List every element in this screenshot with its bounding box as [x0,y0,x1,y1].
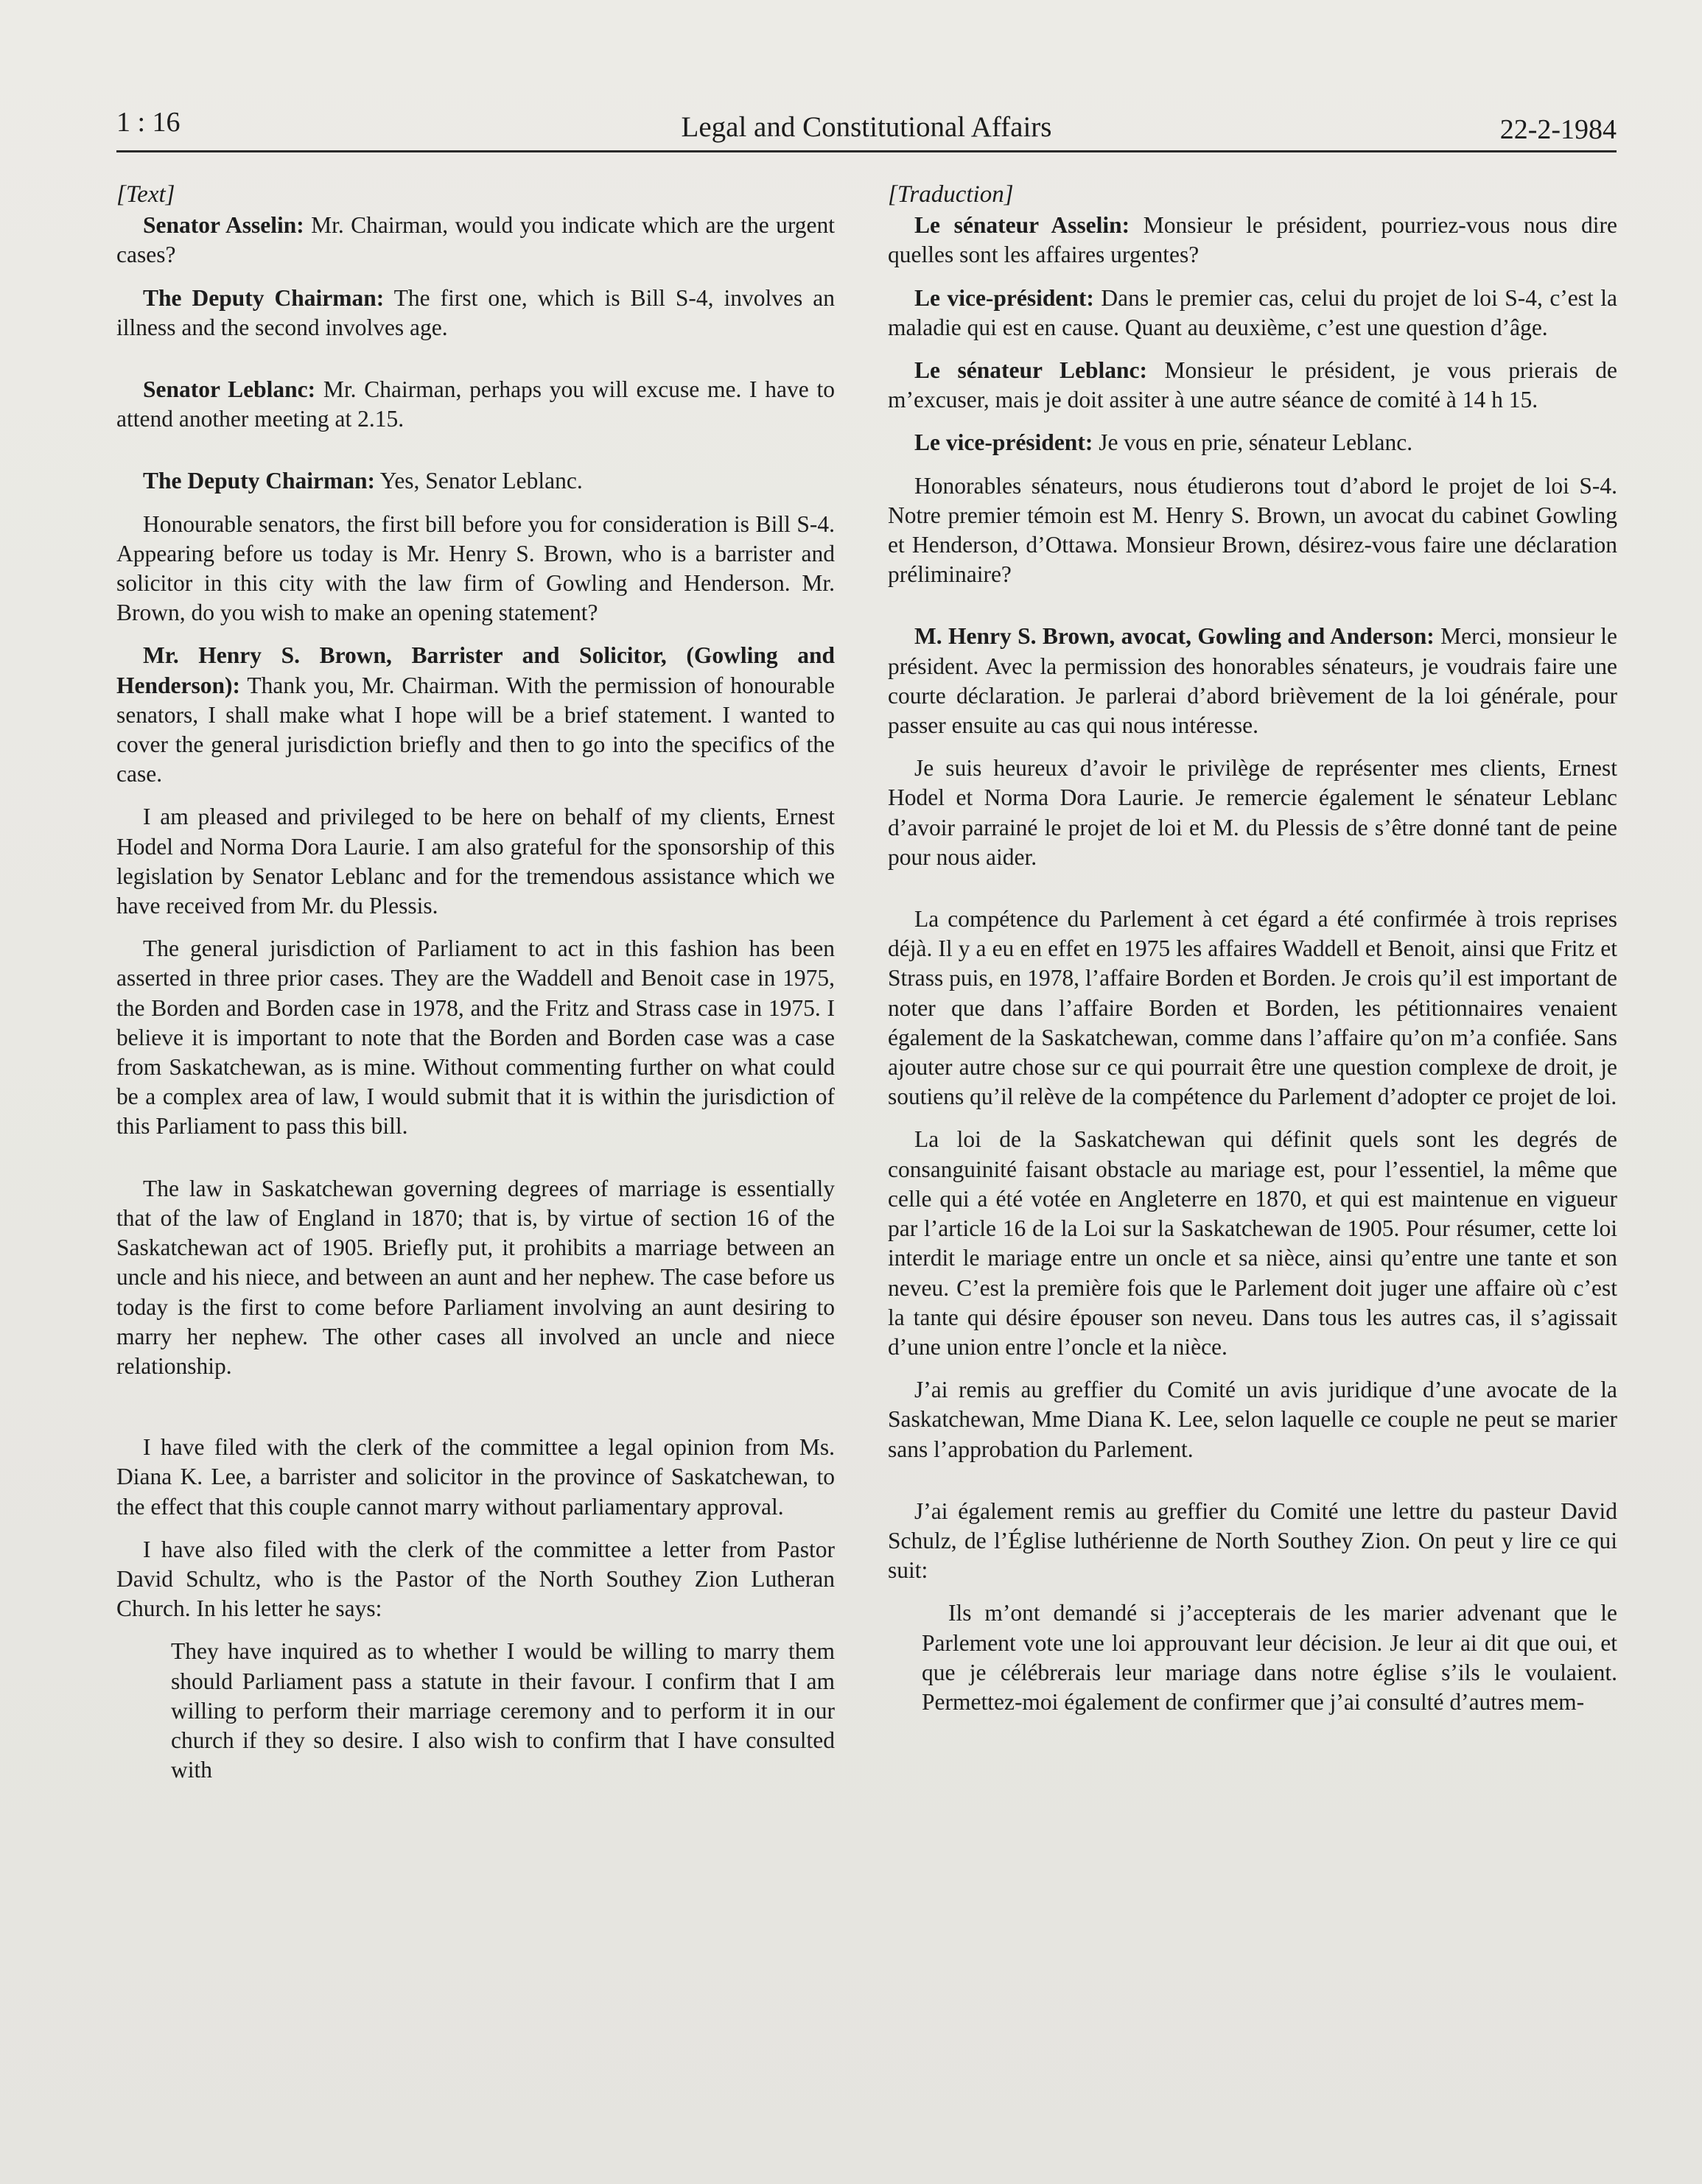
page-header [116,103,1617,152]
speech-text: La loi de la Saskatchewan qui définit quels sont les degrés de consanguinité faisant obstacle au mariage est, pour l’essentiel, la même que celle qui a été votée en Angleterre en 1870, et qui est maintenue en vigueur par l’article 16 de la Loi sur la Saskatchewan de 1905. Pour résumer, cette loi interdit le mariage entre un oncle et sa nièce, ainsi qu’entre une tante et son neveu. C’est la première fois que le Parlement doit juger une affaire où c’est la tante qui désire épouser son neveu. Dans tous les autres cas, il s’agissait d’une union entre l’oncle et la nièce. [888,1126,1617,1360]
paragraph [116,641,835,789]
speech-text: I have also filed with the clerk of the committee a letter from Pastor David Schultz, who is the Pastor of the North Southey Zion Lutheran Church. In his letter he says: [116,1536,835,1622]
speaker-name: Senator Asselin: [143,212,304,239]
paragraph [116,284,835,343]
speech-text: Mr. Chairman, perhaps you will excuse me. I have to attend another meeting at 2.15. [116,376,835,432]
speech-text: Dans le premier cas, celui du projet de loi S-4, c’est la maladie qui est en cause. Quant au deuxième, c’est une question d’âge. [888,284,1617,340]
speaker-name: Mr. Henry S. Brown, Barrister and Solicitor, (Gowling and Henderson): [116,642,835,698]
paragraph [116,934,835,1141]
speaker-name: The Deputy Chairman: [143,284,385,311]
paragraph [116,1535,835,1624]
speaker-name: Le sénateur Leblanc: [914,357,1147,384]
column-tag: [Text] [116,181,175,208]
page-folio: 1 : 16 [116,107,181,138]
paragraph [888,622,1617,740]
speech-text: Mr. Chairman, would you indicate which are the urgent cases? [116,212,835,268]
paragraph [888,284,1617,343]
block-quote: They have inquired as to whether I would be willing to marry them should Parliament pass a statute in their favour. I confirm that I am willing to perform their marriage ceremony and to perform it in our church if they so desire. I also wish to confirm that I have consulted with [171,1638,835,1783]
speech-text: Yes, Senator Leblanc. [375,468,583,494]
paragraph [116,510,835,628]
french-column [888,180,1617,1717]
paragraph [116,211,835,270]
paragraph [888,356,1617,415]
speech-text: J’ai également remis au greffier du Comité une lettre du pasteur David Schulz, de l’Église luthérienne de North Southey Zion. On peut y lire ce qui suit: [888,1497,1617,1584]
paragraph [888,754,1617,872]
speaker-name: Senator Leblanc: [143,376,316,403]
speaker-name: Le sénateur Asselin: [914,212,1130,239]
paragraph [888,211,1617,270]
speech-text: I am pleased and privileged to be here on behalf of my clients, Ernest Hodel and Norma Dora Laurie. I am also grateful for the sponsorship of this legislation by Senator Leblanc and for the tremendous assistance which we have received from Mr. du Plessis. [116,804,835,919]
speech-text: La compétence du Parlement à cet égard a été confirmée à trois reprises déjà. Il y a eu en effet en 1975 les affaires Waddell et Benoit, ainsi que Fritz et Strass puis, en 1978, l’affaire Borden et Borden. Je crois qu’il est important de noter que dans l’affaire Borden et Borden, les pétitionnaires venaient également de la Saskatchewan, comme dans l’affaire qu’on m’a confiée. Sans ajouter autre chose sur ce qui pourrait être une question complexe de droit, je soutiens qu’il relève de la compétence du Parlement d’adopter ce projet de loi. [888,906,1617,1110]
speaker-name: Le vice-président: [914,284,1094,311]
speech-text: Honourable senators, the first bill before you for consideration is Bill S-4. Appearing before us today is Mr. Henry S. Brown, who is a barrister and solicitor in this city with the law firm of Gowling and Henderson. Mr. Brown, do you wish to make an opening statement? [116,510,835,626]
paragraph [888,471,1617,590]
speech-text: Je suis heureux d’avoir le privilège de représenter mes clients, Ernest Hodel et Norma Dora Laurie. Je remercie également le sénateur Leblanc d’avoir parrainé le projet de loi et M. du Plessis de s’être donné tant de peine pour nous aider. [888,755,1617,870]
paragraph [116,1433,835,1522]
speech-text: Merci, monsieur le président. Avec la permission des honorables sénateurs, je voudrais faire une courte déclaration. Je parlerai d’abord brièvement de la loi générale, pour passer ensuite au cas qui nous intéresse. [888,623,1617,739]
paragraph [888,1375,1617,1464]
block-quote: Ils m’ont demandé si j’accepterais de les marier advenant que le Parlement vote une loi approuvant leur décision. Je leur ai dit que oui, et que je célébrerais leur mariage dans notre église s’ils le voulaient. Permettez-moi également de confirmer que j’ai consulté d’autres mem- [922,1600,1617,1715]
running-title: Legal and Constitutional Affairs [681,111,1052,143]
header-date: 22-2-1984 [1499,114,1617,145]
speech-text: The law in Saskatchewan governing degrees of marriage is essentially that of the law of England in 1870; that is, by virtue of section 16 of the Saskatchewan act of 1905. Briefly put, it prohibits a marriage between an uncle and his niece, and between an aunt and her nephew. The case before us today is the first to come before Parliament involving an aunt desiring to marry her nephew. The other cases all involved an uncle and niece relationship. [116,1175,835,1379]
speech-text: I have filed with the clerk of the committee a legal opinion from Ms. Diana K. Lee, a barrister and solicitor in the province of Saskatchewan, to the effect that this couple cannot marry without parliamentary approval. [116,1434,835,1520]
speech-text: Monsieur le président, je vous prierais de m’excuser, mais je doit assiter à une autre séance de comité à 14 h 15. [888,357,1617,413]
english-column [116,180,835,1785]
paragraph [888,1125,1617,1362]
speech-text: Je vous en prie, sénateur Leblanc. [1093,429,1413,456]
speaker-name: M. Henry S. Brown, avocat, Gowling and Anderson: [914,623,1435,650]
paragraph [116,375,835,434]
column-tag: [Traduction] [888,181,1014,208]
speaker-name: Le vice-président: [914,429,1093,456]
paragraph [888,1497,1617,1586]
speaker-name: The Deputy Chairman: [143,468,376,494]
speech-text: Thank you, Mr. Chairman. With the permission of honourable senators, I shall make what I hope will be a brief statement. I wanted to cover the general jurisdiction briefly and then to go into the specifics of the case. [116,672,835,787]
speech-text: J’ai remis au greffier du Comité un avis juridique d’une avocate de la Saskatchewan, Mme Diana K. Lee, selon laquelle ce couple ne peut se marier sans l’approbation du Parlement. [888,1377,1617,1462]
paragraph [888,428,1617,457]
speech-text: Monsieur le président, pourriez-vous nous dire quelles sont les affaires urgentes? [888,212,1617,268]
paragraph [116,802,835,921]
paragraph [116,466,835,496]
speech-text: Honorables sénateurs, nous étudierons tout d’abord le projet de loi S-4. Notre premier témoin est M. Henry S. Brown, un avocat du cabinet Gowling et Henderson, d’Ottawa. Monsieur Brown, désirez-vous faire une déclaration préliminaire? [888,472,1617,588]
paragraph [116,1174,835,1381]
speech-text: The first one, which is Bill S-4, involves an illness and the second involves age. [116,284,836,340]
paragraph [888,905,1617,1112]
speech-text: The general jurisdiction of Parliament to act in this fashion has been asserted in three prior cases. They are the Waddell and Benoit case in 1975, the Borden and Borden case in 1978, and the Fritz and Strass case in 1975. I believe it is important to note that the Borden and Borden case was a case from Saskatchewan, as is mine. Without commenting further on what could be a complex area of law, I would submit that it is within the jurisdiction of this Parliament to pass this bill. [116,935,835,1140]
